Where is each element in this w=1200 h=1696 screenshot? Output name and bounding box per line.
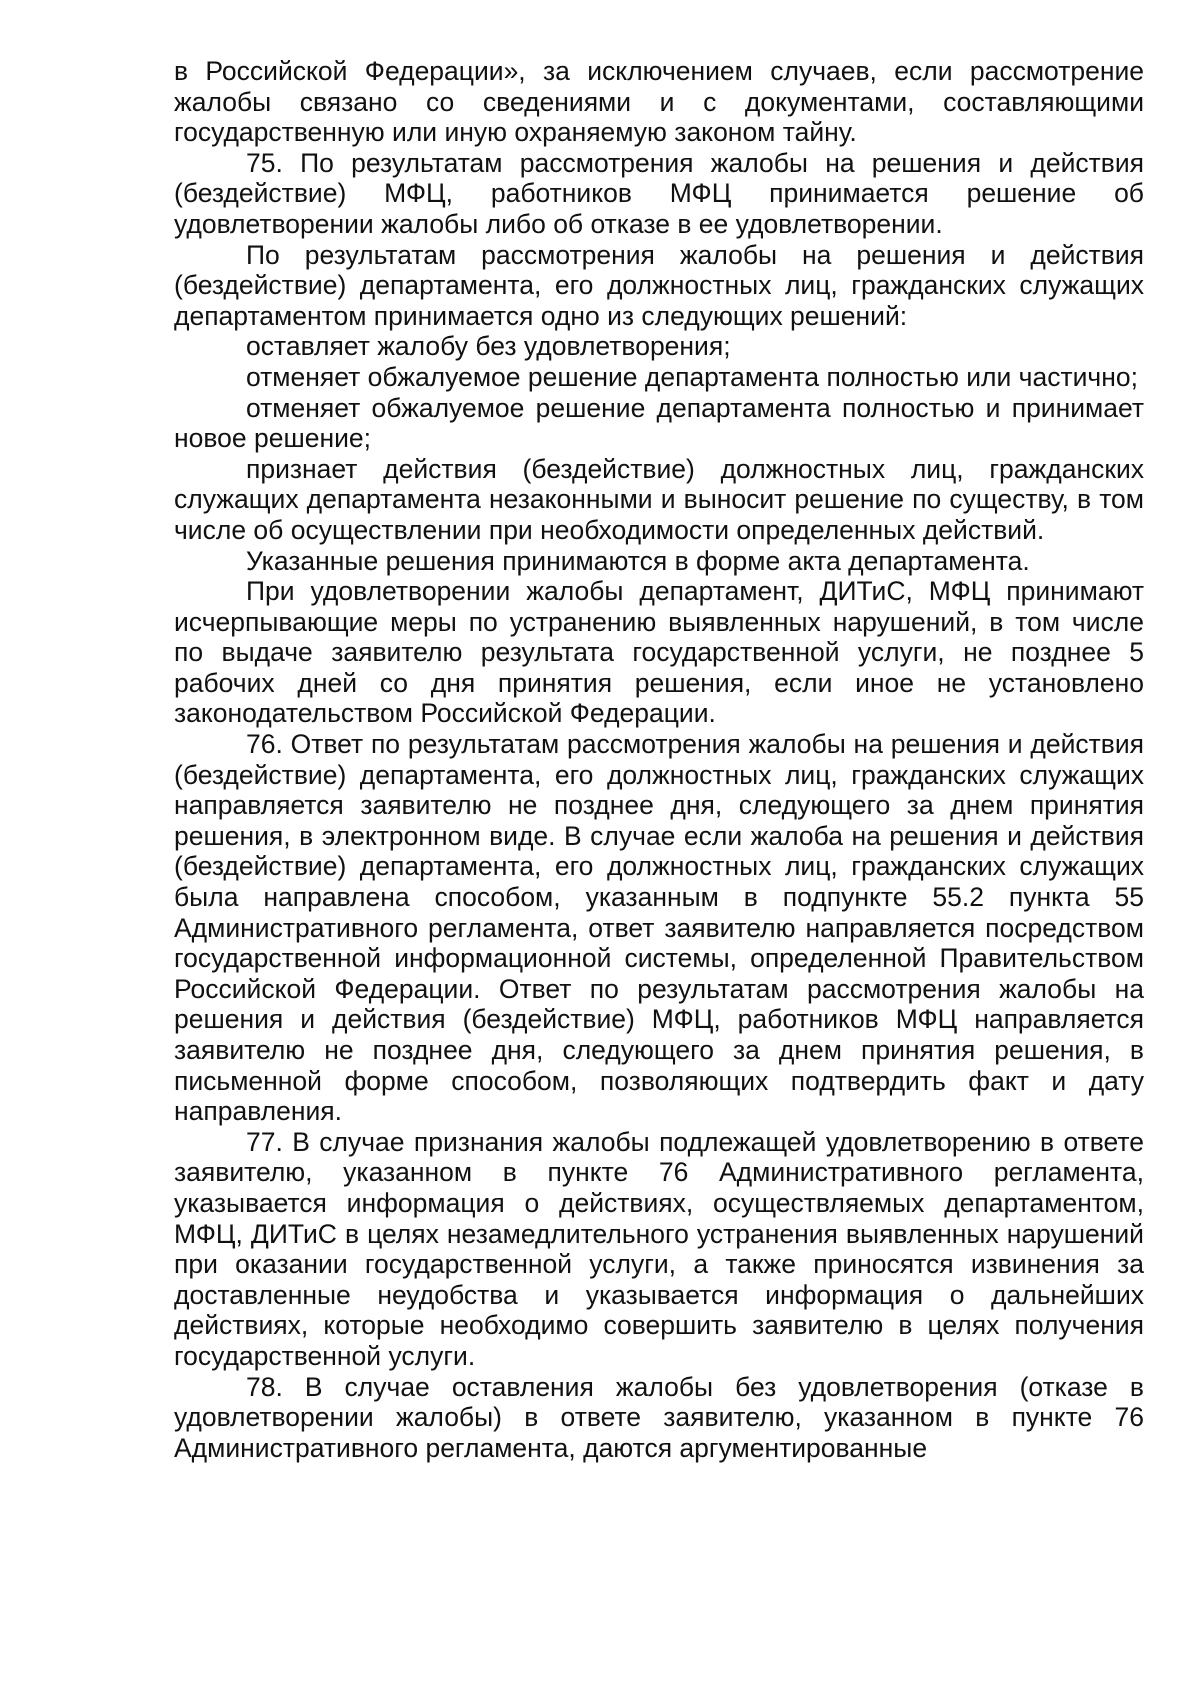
document-page xyxy=(174,56,1144,1463)
paragraph-act-form: Указанные решения принимаются в форме акта департамента. xyxy=(246,545,1030,576)
paragraph-78: 78. В случае оставления жалобы без удовлетворения (отказе в удовлетворении жалобы) в ответе заявителю, указанном в пункте 76 Административного регламента, даются аргументированные xyxy=(174,1371,1144,1463)
paragraph-satisfaction-measures: При удовлетворении жалобы департамент, ДИТиС, МФЦ принимают исчерпывающие меры по устранению выявленных нарушений, в том числе по выдаче заявителю результата государственной услуги, не позднее 5 рабочих дней со дня принятия решения, если иное не установлено законодательством Российской Федерации. xyxy=(174,576,1144,729)
paragraph-decision-cancel-new: отменяет обжалуемое решение департамента полностью и принимает новое решение; xyxy=(174,392,1144,454)
paragraph-decision-reject: оставляет жалобу без удовлетворения; xyxy=(246,331,731,362)
paragraph-77: 77. В случае признания жалобы подлежащей удовлетворению в ответе заявителю, указанном в пункте 76 Административного регламента, указывается информация о действиях, осуществляемых департаментом, МФЦ, ДИТиС в целях незамедлительного устранения выявленных нарушений при оказании государственной услуги, а также приносятся извинения за доставленные неудобства и указывается информация о дальнейших действиях, которые необходимо совершить заявителю в целях получения государственной услуги. xyxy=(174,1126,1144,1371)
paragraph-decision-unlawful: признает действия (бездействие) должностных лиц, гражданских служащих департамента незаконными и выносит решение по существу, в том числе об осуществлении при необходимости определенных действий. xyxy=(174,453,1144,545)
paragraph-76: 76. Ответ по результатам рассмотрения жалобы на решения и действия (бездействие) департамента, его должностных лиц, гражданских служащих направляется заявителю не позднее дня, следующего за днем принятия решения, в электронном виде. В случае если жалоба на решения и действия (бездействие) департамента, его должностных лиц, гражданских служащих была направлена способом, указанным в подпункте 55.2 пункта 55 Административного регламента, ответ заявителю направляется посредством государственной информационной системы, определенной Правительством Российской Федерации. Ответ по результатам рассмотрения жалобы на решения и действия (бездействие) МФЦ, работников МФЦ направляется заявителю не позднее дня, следующего за днем принятия решения, в письменной форме способом, позволяющих подтвердить факт и дату направления. xyxy=(174,729,1144,1127)
paragraph-decisions-intro: По результатам рассмотрения жалобы на решения и действия (бездействие) департамента, его должностных лиц, гражданских служащих департаментом принимается одно из следующих решений: xyxy=(174,239,1144,331)
paragraph-decision-cancel-partial: отменяет обжалуемое решение департамента полностью или частично; xyxy=(246,361,1138,392)
paragraph-continuation: в Российской Федерации», за исключением случаев, если рассмотрение жалобы связано со сведениями и с документами, составляющими государственную или иную охраняемую законом тайну. xyxy=(174,56,1144,148)
paragraph-75: 75. По результатам рассмотрения жалобы на решения и действия (бездействие) МФЦ, работников МФЦ принимается решение об удовлетворении жалобы либо об отказе в ее удовлетворении. xyxy=(174,147,1144,239)
